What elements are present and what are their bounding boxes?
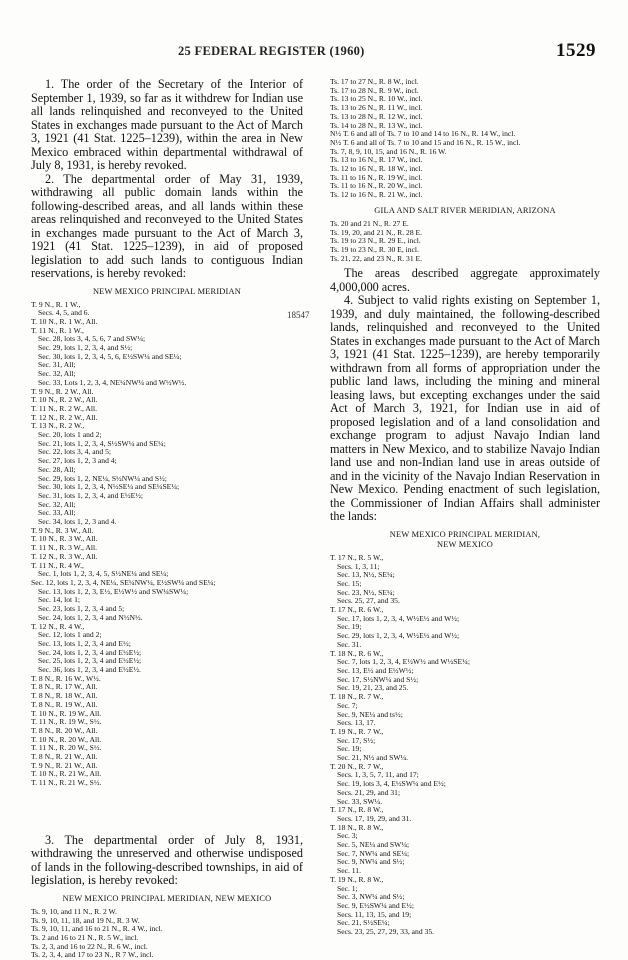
page-header bbox=[0, 40, 628, 64]
list-item: Sec. 9, NW¼ and S½; bbox=[337, 857, 405, 867]
margin-citation: 18547 bbox=[287, 310, 310, 320]
list-item: Sec. 33, All; bbox=[38, 508, 76, 518]
list-item: Sec. 17, lots 1, 2, 3, 4, W½E½ and W½; bbox=[337, 613, 460, 623]
list-item: Sec. 21, S½SE¼; bbox=[337, 918, 390, 928]
list-item: Sec. 1; bbox=[337, 883, 358, 893]
list-item: Sec. 28, lots 3, 4, 5, 6, 7 and SW¼; bbox=[38, 334, 146, 344]
list-item: Sec. 27, lots 1, 2, 3 and 4; bbox=[38, 456, 117, 466]
list-item: T. 9 N., R. 21 W., All. bbox=[31, 760, 98, 770]
list-item: Sec. 29, lots 1, 2, 3, 4, and S½; bbox=[38, 343, 133, 353]
list-item: Ts. 13 to 25 N., R. 10 W., incl. bbox=[330, 94, 423, 104]
list-item: Sec. 9, E½SW¼ and E½; bbox=[337, 900, 414, 910]
list-item: Secs. 21, 29, and 31; bbox=[337, 787, 401, 797]
list-item: Sec. 29, lots 1, 2, 3, 4, W½E½ and W½; bbox=[337, 631, 460, 641]
list-item: T. 8 N., R. 21 W., All. bbox=[31, 752, 98, 762]
list-item: T. 11 N., R. 1 W., bbox=[31, 325, 84, 335]
list-item: N½ T. 6 and all of Ts. 7 to 10 and 14 to 16 N., R. 14 W., incl. bbox=[330, 129, 516, 139]
list-item: Sec. 24, lots 1, 2, 3, 4 and E½E½; bbox=[38, 647, 142, 657]
paragraph-3: 3. The departmental order of July 8, 1931, withdrawing the unreserved and otherwise undisposed of lands in the following-described townships, in aid of legislation, is hereby revoked: bbox=[31, 832, 303, 888]
list-item: T. 11 N., R. 3 W., All. bbox=[31, 543, 98, 553]
land-list-1 bbox=[31, 301, 303, 788]
list-item: Ts. 19 to 23 N., R. 30 E, incl. bbox=[330, 244, 419, 254]
list-item: Sec. 13, N½, SE¼; bbox=[337, 570, 395, 580]
list-item: Ts. 14 to 28 N., R. 13 W., incl. bbox=[330, 120, 423, 130]
list-item: Sec. 12, lots 1 and 2; bbox=[38, 630, 102, 640]
list-item: Sec. 23, N½, SE¼; bbox=[337, 587, 395, 597]
list-item: Sec. 12, lots 1, 2, 3, 4, NE¼, SE¼NW¼, E½SW¼ and SE¼; bbox=[31, 578, 216, 587]
list-item: Ts. 17 to 27 N., R. 8 W., incl. bbox=[330, 77, 419, 86]
list-item: Sec. 25, lots 1, 2, 3, 4 and E½E½; bbox=[38, 656, 142, 666]
list-item: Sec. 9, NE¼ and ts½; bbox=[337, 709, 403, 719]
list-item: T. 8 N., R. 19 W., All. bbox=[31, 699, 98, 709]
list-item: Secs. 4, 5, and 6. bbox=[38, 308, 90, 318]
list-item: T. 8 N., R. 16 W., W½. bbox=[31, 673, 101, 683]
list-item: Secs. 17, 19, 29, and 31. bbox=[337, 813, 412, 823]
list-item: T. 10 N., R. 19 W., All. bbox=[31, 708, 102, 718]
list-item: Secs. 25, 27, and 35. bbox=[337, 596, 400, 606]
list-item: Sec. 1, lots 1, 2, 3, 4, 5, S½NE¼ and SE¼; bbox=[38, 569, 169, 579]
list-item: Ts. 9, 10, 11, 18, and 19 N., R. 3 W. bbox=[31, 915, 140, 925]
list-item: Sec. 33, SW¼. bbox=[337, 796, 383, 806]
list-item: Sec. 21, N½ and SW¼. bbox=[337, 753, 409, 763]
list-item: T. 11 N., R. 2 W., All. bbox=[31, 403, 98, 413]
list-item: T. 12 N., R. 4 W., bbox=[31, 621, 85, 631]
list-item: T. 10 N., R. 3 W., All. bbox=[31, 534, 98, 544]
list-item: Secs. 13, 17. bbox=[337, 718, 376, 728]
list-item: Sec. 11. bbox=[337, 866, 361, 876]
list-item: T. 19 N., R. 7 W., bbox=[330, 726, 384, 736]
list-item: T. 8 N., R. 20 W., All. bbox=[31, 725, 98, 735]
list-item: Sec. 17, S½; bbox=[337, 735, 376, 745]
list-item: T. 9 N., R. 3 W., All. bbox=[31, 525, 94, 535]
list-item: Sec. 36, lots 1, 2, 3, 4 and E½E½. bbox=[38, 665, 141, 675]
list-item: Secs. 11, 13, 15, and 19; bbox=[337, 909, 412, 919]
list-item: Ts. 20 and 21 N., R. 27 E. bbox=[330, 218, 409, 228]
paragraph-acreage: The areas described aggregate approximately 4,000,000 acres. bbox=[330, 266, 600, 294]
list-item: T. 12 N., R. 3 W., All. bbox=[31, 551, 98, 561]
list-item: T. 19 N., R. 8 W., bbox=[330, 874, 384, 884]
list-item: T. 8 N., R. 18 W., All. bbox=[31, 691, 98, 701]
list-item: T. 11 N., R. 20 W., S½. bbox=[31, 743, 102, 753]
list-item: Sec. 15; bbox=[337, 578, 362, 588]
paragraph-4: 4. Subject to valid rights existing on September 1, 1939, and duly maintained, the following-described lands, relinquished and reconveyed to the United States in exchanges made pursuant to the Act of March 3, 1921 (41 Stat. 1225–1239), are hereby temporarily withdrawn from all forms of appropriation under the public land laws, including the mining and mineral leasing laws, but excepting exchanges under the said Act of March 3, 1921, for Indian use in aid of proposed legislation and of a land consolidation and exchange program to adjust Navajo Indian land matters in New Mexico, and to stabilize Navajo Indian land use and non-Indian land use in areas outside of and in the vicinity of the Navajo Indian Reservation in New Mexico. Pending enactment of such legislation, the Commissioner of Indian Affairs shall administer the lands: bbox=[330, 293, 600, 524]
list-item: Secs. 1, 3, 11; bbox=[337, 561, 380, 571]
list-item: Sec. 29, lots 1, 2, NE¼, S½NW¼ and S½; bbox=[38, 473, 167, 483]
list-item: Sec. 13, lots 1, 2, 3, 4 and E½; bbox=[38, 638, 131, 648]
list-item: Sec. 17, S½NW¼ and S½; bbox=[337, 674, 419, 684]
list-item: T. 18 N., R. 6 W., bbox=[330, 648, 384, 658]
list-item: Ts. 13 to 28 N., R. 12 W., incl. bbox=[330, 111, 423, 121]
list-item: Sec. 19, lots 3, 4, E½SW¼ and E½; bbox=[337, 779, 446, 789]
list-item: Sec. 33, Lots 1, 2, 3, 4, NE¼NW¼ and W½W½. bbox=[38, 377, 187, 387]
list-item: Sec. 7, lots 1, 2, 3, 4, E½W½ and W½SE¼; bbox=[337, 657, 470, 667]
meridian-heading: NEW MEXICO PRINCIPAL MERIDIAN, NEW MEXICO bbox=[62, 893, 272, 903]
list-item: Ts. 11 to 16 N., R. 20 W., incl. bbox=[330, 181, 423, 191]
list-item: T. 10 N., R. 2 W., All. bbox=[31, 395, 98, 405]
list-item: Ts. 9, 10, and 11 N., R. 2 W. bbox=[31, 906, 117, 916]
list-item: Sec. 14, lot 1; bbox=[38, 595, 80, 605]
list-item: N½ T. 6 and all of Ts. 7 to 10 and 15 and 16 N., R. 15 W., incl. bbox=[330, 137, 521, 147]
meridian-heading: GILA AND SALT RIVER MERIDIAN, ARIZONA bbox=[374, 205, 556, 215]
list-item: Ts. 13 to 16 N., R. 17 W., incl. bbox=[330, 155, 423, 165]
list-item: Sec. 23, lots 1, 2, 3, 4 and 5; bbox=[38, 604, 125, 614]
paragraph-1: 1. The order of the Secretary of the Interior of September 1, 1939, so far as it withdrew for Indian use all lands relinquished and reconveyed to the United States in exchanges made pursuant to the Act of March 3, 1921 (41 Stat. 1225–1239), within the area in New Mexico embraced within departmental withdrawal of July 8, 1931, is hereby revoked. bbox=[31, 77, 303, 172]
list-item: Sec. 22, lots 3, 4, and 5; bbox=[38, 447, 111, 457]
list-item: Sec. 20, lots 1 and 2; bbox=[38, 430, 102, 440]
gila-township-list bbox=[330, 220, 600, 264]
list-item: Sec. 5, NE¼ and SW¼; bbox=[337, 840, 410, 850]
list-item: Sec. 31, All; bbox=[38, 360, 76, 370]
list-item: Secs. 23, 25, 27, 29, 33, and 35. bbox=[337, 927, 435, 937]
list-item: Sec. 34, lots 1, 2, 3 and 4. bbox=[38, 517, 117, 527]
list-item: T. 11 N., R. 21 W., S½. bbox=[31, 778, 102, 788]
list-item: Sec. 21, lots 1, 2, 3, 4, S½SW¼ and SE¼; bbox=[38, 438, 166, 448]
list-item: T. 18 N., R. 8 W., bbox=[330, 822, 384, 832]
list-item: Sec. 13, E½ and E½W½; bbox=[337, 666, 414, 675]
list-item: Sec. 32, All; bbox=[38, 369, 76, 379]
list-item: Ts. 13 to 26 N., R. 11 W., incl. bbox=[330, 103, 423, 113]
paragraph-2: 2. The departmental order of May 31, 1939, withdrawing all public domain lands within the following-described areas, and all lands within these areas relinquished and reconveyed to the United States in exchanges made pursuant to the Act of March 3, 1921 (41 Stat. 1225–1239), in aid of proposed legislation to add such lands to contiguous Indian reservations, is hereby revoked: bbox=[31, 171, 303, 280]
list-item: Sec. 30, lots 1, 2, 3, 4, N½SE¼ and SE¼SE¼; bbox=[38, 482, 180, 492]
list-item: Sec. 28, All; bbox=[38, 464, 76, 474]
list-item: T. 11 N., R. 4 W., bbox=[31, 560, 84, 570]
list-item: Sec. 19; bbox=[337, 622, 362, 632]
list-item: T. 10 N., R. 1 W., All. bbox=[31, 316, 98, 326]
list-item: Ts. 19 to 23 N., R. 29 E., incl. bbox=[330, 236, 421, 246]
list-item: Sec. 7; bbox=[337, 700, 358, 710]
list-item: Ts. 2, 3, and 16 to 22 N., R. 6 W., incl. bbox=[31, 941, 148, 951]
list-item: Ts. 12 to 16 N., R. 18 W., incl. bbox=[330, 164, 423, 174]
list-item: Sec. 3; bbox=[337, 831, 358, 841]
list-item: T. 20 N., R. 7 W., bbox=[330, 761, 384, 771]
list-item: Ts. 12 to 16 N., R. 21 W., incl. bbox=[330, 190, 423, 200]
township-list bbox=[31, 908, 303, 960]
land-list-4 bbox=[330, 554, 600, 937]
list-item: T. 10 N., R. 21 W., All. bbox=[31, 769, 102, 779]
page-number: 1529 bbox=[556, 40, 596, 61]
list-item: Sec. 30, lots 1, 2, 3, 4, 5, 6, E½SW¼ and SE¼; bbox=[38, 351, 182, 361]
list-item: T. 12 N., R. 2 W., All. bbox=[31, 412, 98, 422]
meridian-heading: NEW MEXICO PRINCIPAL MERIDIAN bbox=[92, 286, 242, 296]
list-item: Sec. 7, NW¼ and SE¼; bbox=[337, 848, 410, 858]
list-item: T. 11 N., R. 19 W., S½. bbox=[31, 717, 102, 727]
list-item: Sec. 31, lots 1, 2, 3, 4, and E½E½; bbox=[38, 490, 144, 500]
list-item: T. 17 N., R. 8 W., bbox=[330, 805, 384, 815]
list-item: Ts. 7, 8, 9, 10, 15, and 16 N., R. 16 W. bbox=[330, 146, 447, 156]
list-item: Ts. 2 and 16 to 21 N., R. 5 W., incl. bbox=[31, 932, 139, 942]
page-title: 25 FEDERAL REGISTER (1960) bbox=[178, 44, 365, 58]
list-item: Ts. 11 to 16 N., R. 19 W., incl. bbox=[330, 172, 423, 182]
list-item: Sec. 32, All; bbox=[38, 499, 76, 509]
list-item: T. 9 N., R. 2 W., All. bbox=[31, 386, 94, 396]
list-item: Sec. 3, NW¼ and S½; bbox=[337, 892, 405, 902]
list-item: Sec. 31. bbox=[337, 639, 362, 649]
list-item: T. 10 N., R. 20 W., All. bbox=[31, 734, 102, 744]
list-item: Secs. 1, 3, 5, 7, 11, and 17; bbox=[337, 770, 419, 780]
list-item: T. 17 N., R. 6 W., bbox=[330, 605, 384, 615]
list-item: Ts. 9, 10, 11, and 16 to 21 N., R. 4 W., incl. bbox=[31, 924, 163, 934]
right-column bbox=[330, 78, 600, 937]
list-item: T. 17 N., R. 5 W., bbox=[330, 552, 384, 562]
list-item: Ts. 17 to 28 N., R. 9 W., incl. bbox=[330, 85, 419, 95]
list-item: T. 18 N., R. 7 W., bbox=[330, 692, 384, 702]
list-item: T. 9 N., R. 1 W., bbox=[31, 299, 81, 309]
list-item: T. 13 N., R. 2 W., bbox=[31, 421, 85, 431]
left-column bbox=[31, 78, 303, 960]
list-item: Ts. 2, 3, 4, and 17 to 23 N., R 7 W., incl. bbox=[31, 950, 154, 960]
list-item: Ts. 21, 22, and 23 N., R. 31 E. bbox=[330, 253, 423, 263]
list-item: Sec. 19, 21, 23, and 25. bbox=[337, 683, 409, 693]
list-item: Ts. 19, 20, and 21 N., R. 28 E. bbox=[330, 227, 423, 237]
list-item: Sec. 19; bbox=[337, 744, 362, 754]
list-item: Sec. 24, lots 1, 2, 3, 4 and N½N½. bbox=[38, 612, 143, 622]
list-item: T. 8 N., R. 17 W., All. bbox=[31, 682, 98, 692]
meridian-heading: NEW MEXICO PRINCIPAL MERIDIAN, NEW MEXICO bbox=[389, 529, 541, 549]
township-list-continued bbox=[330, 78, 600, 200]
list-item: Sec. 13, lots 1, 2, 3, E½, E½W½ and SW¼SW¼; bbox=[38, 586, 189, 596]
